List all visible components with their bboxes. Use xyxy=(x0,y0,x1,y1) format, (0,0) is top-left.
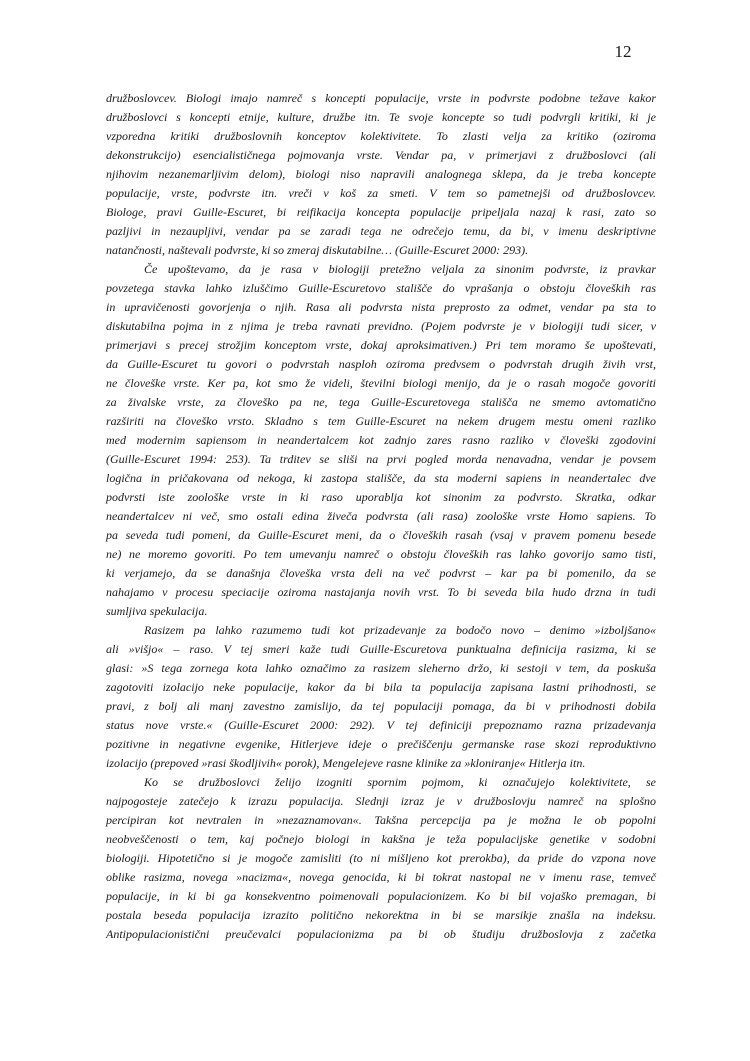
text-line: neobveščenosti o tem, kaj počnejo biologi in kakšna je teža populacijske genetike v sodobni xyxy=(106,832,656,846)
text-line: primerjavi s precej strožjim konceptom vrste, dokaj aproksimativen.) Pri tem moramo še upoštevati, xyxy=(106,338,656,352)
text-line: izolacijo (prepoved »rasi škodljivih« porok), Mengelejeve rasne klinike za »kloniranje« Hitlerja itn. xyxy=(106,756,586,770)
text-line: in upravičenosti govorjenja o njih. Rasa ali podvrsta nista preprosto za odmet, vendar pa sta to xyxy=(106,300,656,314)
text-line: logična in pričakovana od nekoga, ki zastopa stališče, da sta moderni sapiens in neandertalec dve xyxy=(106,471,656,485)
text-line: percipiran kot nevtralen in »nezaznamovan«. Takšna percepcija pa je možna le ob popolni xyxy=(106,813,656,827)
text-line: povzetega stavka lahko izluščimo Guille-Escuretovo stališče do vprašanja o obstoju človeških ras xyxy=(106,281,656,295)
text-line: podvrsti iste zoološke vrste in ki raso uporablja kot sinonim za podvrsto. Skratka, odkar xyxy=(106,490,656,504)
text-line: status nove vrste.« (Guille-Escuret 2000: 292). V tej definiciji prepoznamo razna prizadevanja xyxy=(106,718,656,732)
text-line: pozitivne in negativne evgenike, Hitlerjeve ideje o prečiščenju germanske rase skozi reproduktivno xyxy=(106,737,656,751)
text-line: pazljivi in nezaupljivi, vendar pa se zaradi tega ne odrečejo temu, da bi, v imenu deskriptivne xyxy=(106,224,656,238)
text-line: (Guille-Escuret 1994: 253). Ta trditev se sliši na prvi pogled morda nenavadna, vendar je povsem xyxy=(106,452,656,466)
text-line: oblike rasizma, novega »nacizma«, novega genocida, ki bi tokrat nastopal ne v imenu rase, temveč xyxy=(106,870,656,884)
text-line: postala beseda populacija izrazito politično nekorektna in bi se marsikje znašla na indeksu. xyxy=(106,908,656,922)
paragraph xyxy=(106,621,656,773)
paragraph xyxy=(106,773,656,944)
text-line: natančnosti, naštevali podvrste, ki so zmeraj diskutabilne… (Guille-Escuret 2000: 293). xyxy=(106,243,529,257)
document-text xyxy=(106,89,656,944)
text-line: Rasizem pa lahko razumemo tudi kot prizadevanje za bodočo novo – denimo »izboljšano« xyxy=(144,623,656,637)
paragraph xyxy=(106,89,656,260)
text-line: ne človeške vrste. Ker pa, kot smo že videli, številni biologi menijo, da je o rasah mogoče govoriti xyxy=(106,376,656,390)
text-line: diskutabilna pojma in z njima je treba ravnati previdno. (Pojem podvrste je v biologiji tudi sicer, v xyxy=(106,319,656,333)
text-line: najpogosteje zatečejo k izrazu populacija. Slednji izraz je v družboslovju namreč na splošno xyxy=(106,794,656,808)
text-line: zagotoviti izolacijo neke populacije, kakor da bi bila ta populacija zapisana lastni prihodnosti, se xyxy=(106,680,656,694)
text-line: družboslovcev. Biologi imajo namreč s koncepti populacije, vrste in podvrste podobne težave kakor xyxy=(106,91,656,105)
text-line: Antipopulacionistični preučevalci populacionizma pa bi ob študiju družboslovja z začetka xyxy=(106,927,656,941)
text-line: ki verjamejo, da se današnja človeška vrsta deli na več podvrst – kar pa bi pomenilo, da se xyxy=(106,566,656,580)
paragraph xyxy=(106,260,656,621)
text-line: populacije, vrste, podvrste itn. vreči v koš za smeti. V tem so pametnejši od družboslovcev. xyxy=(106,186,656,200)
text-line: ali »višjo« – raso. V tej smeri kaže tudi Guille-Escuretova punktualna definicija rasizma, ki se xyxy=(106,642,656,656)
text-line: dekonstrukcijo) esencialističnega pojmovanja vrste. Vendar pa, v primerjavi z družboslovci (ali xyxy=(106,148,656,162)
text-line: Če upoštevamo, da je rasa v biologiji pretežno veljala za sinonim podvrste, iz pravkar xyxy=(144,262,656,276)
text-line: vzporedna kritiki družboslovnih konceptov kolektivitete. To zlasti velja za kritiko (oziroma xyxy=(106,129,656,143)
text-line: pravi, z bolj ali manj zavestno zamislijo, da tej populaciji pomaga, da bi v prihodnosti dobila xyxy=(106,699,656,713)
text-line: Biologe, pravi Guille-Escuret, bi reifikacija koncepta populacije pripeljala nazaj k rasi, zato so xyxy=(106,205,656,219)
text-line: ne) ne moremo govoriti. Po tem umevanju namreč o obstoju človeških ras lahko govorijo samo tisti, xyxy=(106,547,656,561)
text-line: njihovim nezanemarljivim delom), biologi niso napravili analognega sklepa, da je treba koncepte xyxy=(106,167,656,181)
text-line: sumljiva spekulacija. xyxy=(106,604,208,618)
text-line: razširiti na človeško vrsto. Skladno s tem Guille-Escuret na nekem drugem mestu omeni razliko xyxy=(106,414,656,428)
text-line: neandertalcev ni več, smo ostali edina živeča podvrsta (ali rasa) zoološke vrste Homo sapiens. To xyxy=(106,509,656,523)
text-line: glasi: »S tega zornega kota lahko označimo za rasizem sleherno držo, ki sestoji v tem, da poskuša xyxy=(106,661,656,675)
text-line: med modernim sapiensom in neandertalcem kot zadnjo zares rasno razliko v človeški zgodovini xyxy=(106,433,656,447)
text-line: nahajamo v procesu speciacije oziroma nastajanja novih vrst. To bi seveda bila hudo drzna in tudi xyxy=(106,585,656,599)
text-line: pa seveda tudi pomeni, da Guille-Escuret meni, da o človeških rasah (vsaj v pravem pomenu besede xyxy=(106,528,656,542)
text-line: populacije, in ki bi ga konsekventno poimenovali populacionizem. Ko bi bil vojaško premagan, bi xyxy=(106,889,656,903)
text-line: družboslovci s koncepti etnije, kulture, družbe itn. Te svoje koncepte so tudi podvrgli kritiki, ki je xyxy=(106,110,656,124)
text-line: Ko se družboslovci želijo izogniti spornim pojmom, ki označujejo kolektivitete, se xyxy=(144,775,656,789)
text-line: da Guille-Escuret tu govori o podvrstah nasploh oziroma predvsem o podvrstah drugih živih vrst, xyxy=(106,357,656,371)
page-number: 12 xyxy=(614,42,632,61)
text-line: za živalske vrste, za človeško pa ne, tega Guille-Escuretovega stališča ne smemo avtomatično xyxy=(106,395,656,409)
text-line: biologiji. Hipotetično si je mogoče zamisliti (to ni mišljeno kot prerokba), da pride do vzpona nove xyxy=(106,851,656,865)
